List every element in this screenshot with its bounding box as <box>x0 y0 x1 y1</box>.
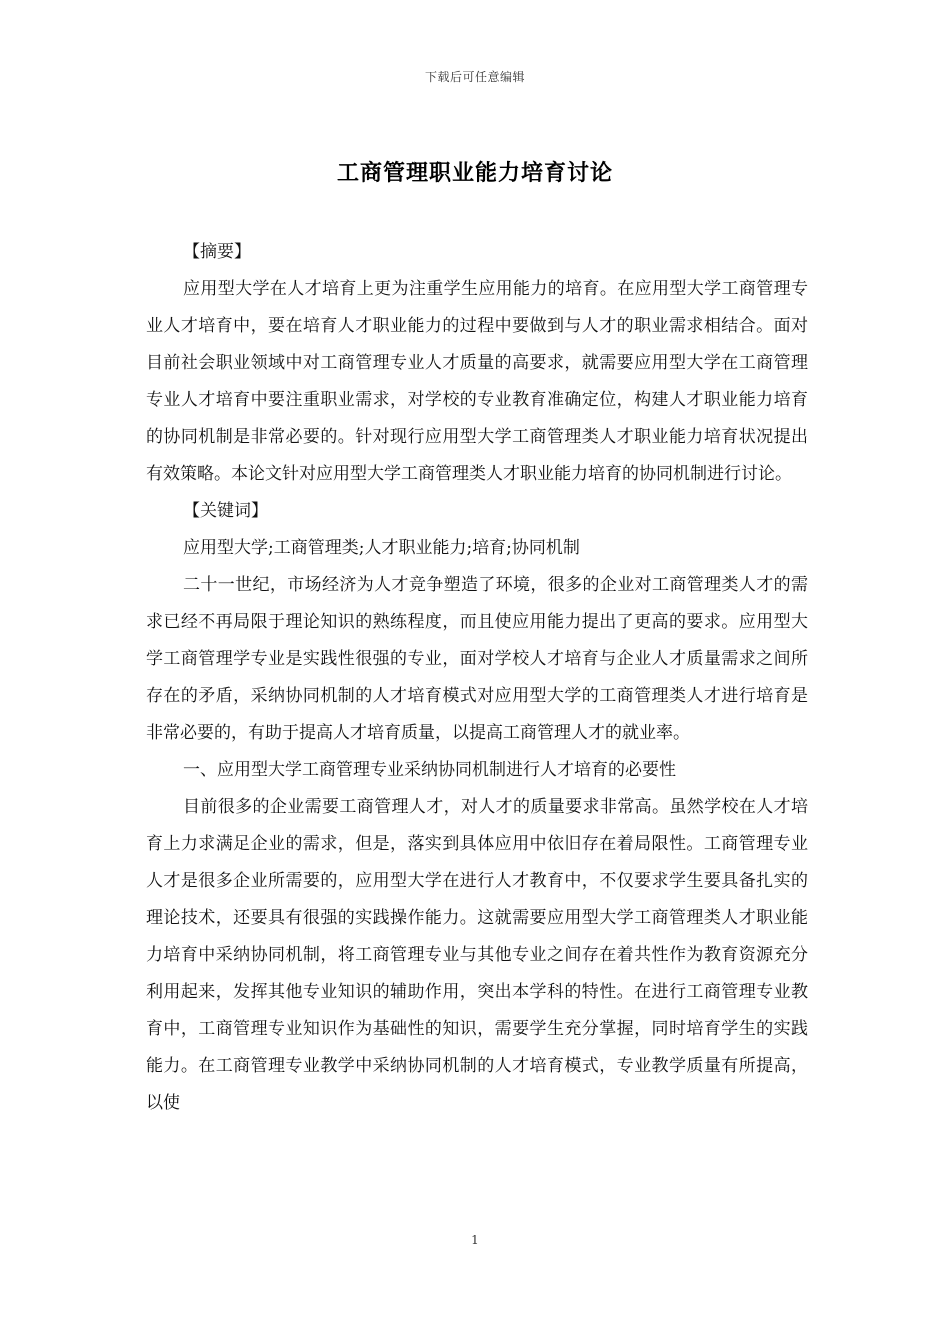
keywords-label: 【关键词】 <box>183 501 268 521</box>
document-body <box>146 234 808 1122</box>
document-title: 工商管理职业能力培育讨论 <box>336 160 613 186</box>
keywords-paragraph: 应用型大学;工商管理类;人才职业能力;培育;协同机制 <box>183 538 580 558</box>
page-number: 1 <box>471 1233 479 1247</box>
abstract-label: 【摘要】 <box>183 242 251 262</box>
header-note: 下载后可任意编辑 <box>424 70 525 84</box>
abstract-paragraph: 应用型大学在人才培育上更为注重学生应用能力的培育。在应用型大学工商管理专业人才培育中，要在培育人才职业能力的过程中要做到与人才的职业需求相结合。面对目前社会职业领域中对工商管理专业人才质量的高要求，就需要应用型大学在工商管理专业人才培育中要注重职业需求，对学校的专业教育准确定位，构建人才职业能力培育的协同机制是非常必要的。针对现行应用型大学工商管理类人才职业能力培育状况提出有效策略。本论文针对应用型大学工商管理类人才职业能力培育的协同机制进行讨论。 <box>146 279 808 484</box>
section1-paragraph: 目前很多的企业需要工商管理人才，对人才的质量要求非常高。虽然学校在人才培育上力求满足企业的需求，但是，落实到具体应用中依旧存在着局限性。工商管理专业人才是很多企业所需要的，应用型大学在进行人才教育中，不仅要求学生要具备扎实的理论技术，还要具有很强的实践操作能力。这就需要应用型大学工商管理类人才职业能力培育中采纳协同机制，将工商管理专业与其他专业之间存在着共性作为教育资源充分利用起来，发挥其他专业知识的辅助作用，突出本学科的特性。在进行工商管理专业教育中，工商管理专业知识作为基础性的知识，需要学生充分掌握，同时培育学生的实践能力。在工商管理专业教学中采纳协同机制的人才培育模式，专业教学质量有所提高，以使 <box>146 797 808 1113</box>
section1-heading: 一、应用型大学工商管理专业采纳协同机制进行人才培育的必要性 <box>183 760 676 780</box>
intro-paragraph: 二十一世纪，市场经济为人才竞争塑造了环境，很多的企业对工商管理类人才的需求已经不再局限于理论知识的熟练程度，而且使应用能力提出了更高的要求。应用型大学工商管理学专业是实践性很强的专业，面对学校人才培育与企业人才质量需求之间所存在的矛盾，采纳协同机制的人才培育模式对应用型大学的工商管理类人才进行培育是非常必要的，有助于提高人才培育质量，以提高工商管理人才的就业率。 <box>146 575 808 743</box>
